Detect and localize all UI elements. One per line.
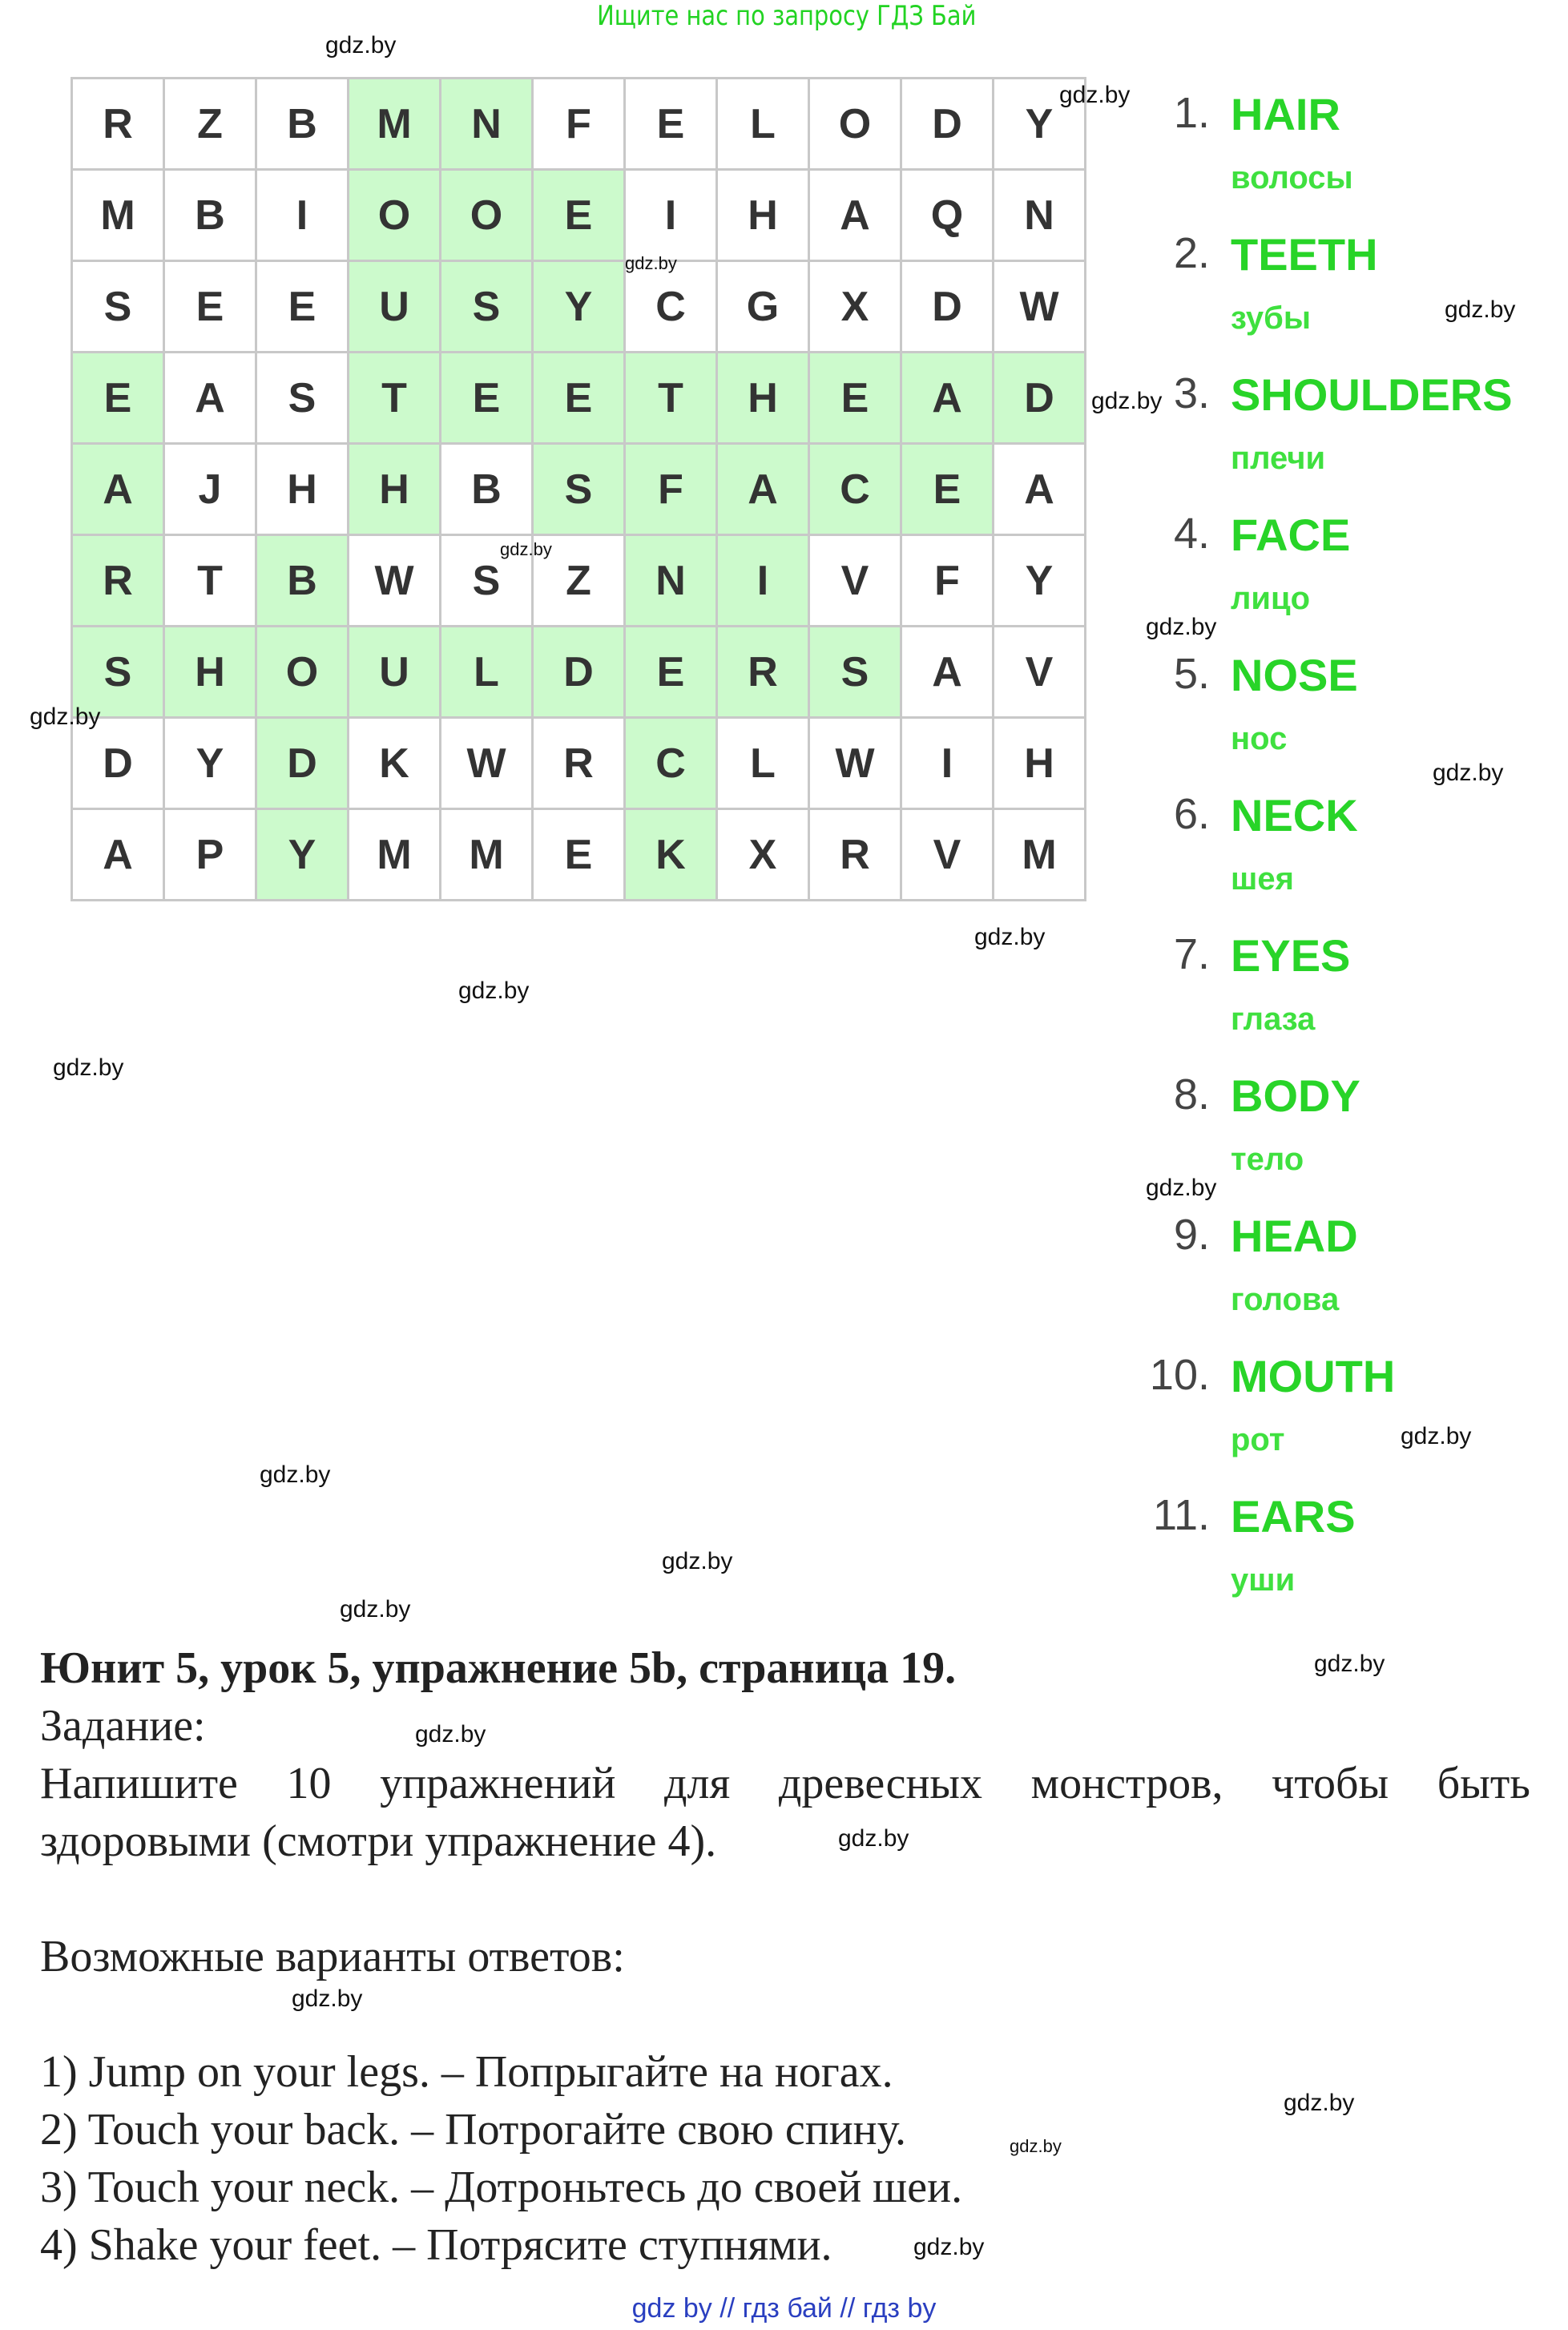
watermark-text: gdz.by <box>458 978 530 1004</box>
grid-cell: N <box>441 79 534 171</box>
grid-cell: J <box>165 445 257 536</box>
grid-cell: W <box>441 719 534 810</box>
grid-cell: T <box>349 353 441 445</box>
watermark-text: gdz.by <box>1146 614 1217 640</box>
grid-cell: Y <box>994 536 1086 627</box>
word-number: 3. <box>1173 369 1210 417</box>
grid-cell: C <box>626 262 718 353</box>
watermark-text: gdz.by <box>662 1548 733 1574</box>
grid-cell: W <box>994 262 1086 353</box>
grid-cell: K <box>626 810 718 901</box>
watermark-text: gdz.by <box>340 1596 411 1623</box>
word-english: TEETH <box>1231 229 1378 280</box>
grid-cell: K <box>349 719 441 810</box>
grid-cell: S <box>441 536 534 627</box>
grid-cell: L <box>718 79 810 171</box>
word-number: 8. <box>1173 1070 1210 1119</box>
answer-4: 4) Shake your feet. – Потрясите ступнями. <box>40 2220 832 2270</box>
task-word: древесных <box>778 1759 983 1808</box>
grid-cell: R <box>810 810 902 901</box>
word-number: 4. <box>1173 510 1210 558</box>
answer-1: 1) Jump on your legs. – Попрыгайте на ногах. <box>40 2047 893 2097</box>
grid-cell: R <box>718 627 810 719</box>
grid-cell: V <box>810 536 902 627</box>
grid-cell: E <box>626 79 718 171</box>
grid-cell: U <box>349 262 441 353</box>
word-english: FACE <box>1231 510 1351 560</box>
watermark-text: gdz.by <box>1010 2136 1062 2156</box>
word-number: 2. <box>1173 229 1210 277</box>
word-translation: лицо <box>1231 581 1311 616</box>
grid-cell: D <box>534 627 626 719</box>
word-translation: волосы <box>1231 160 1353 196</box>
grid-cell: X <box>718 810 810 901</box>
grid-cell: S <box>257 353 349 445</box>
grid-cell: D <box>257 719 349 810</box>
word-english: HAIR <box>1231 89 1340 139</box>
word-translation: голова <box>1231 1282 1340 1317</box>
watermark-text: gdz.by <box>53 1054 124 1081</box>
footer-links[interactable]: gdz by // гдз бай // гдз by <box>631 2293 937 2324</box>
answer-3: 3) Touch your neck. – Дотроньтесь до своей шеи. <box>40 2163 963 2212</box>
grid-cell: W <box>349 536 441 627</box>
word-english: SHOULDERS <box>1231 369 1513 420</box>
grid-cell: E <box>810 353 902 445</box>
watermark-text: gdz.by <box>1433 760 1504 786</box>
task-word: для <box>664 1759 731 1808</box>
grid-cell: B <box>257 536 349 627</box>
grid-cell: O <box>810 79 902 171</box>
watermark-text: gdz.by <box>1284 2090 1355 2116</box>
word-translation: тело <box>1231 1142 1304 1177</box>
word-english: MOUTH <box>1231 1351 1396 1401</box>
grid-cell: A <box>810 171 902 262</box>
task-line-2: здоровыми (смотри упражнение 4). <box>40 1816 717 1866</box>
watermark-text: gdz.by <box>838 1825 909 1852</box>
word-search-grid <box>71 77 1086 901</box>
grid-cell: E <box>902 445 994 536</box>
grid-cell: O <box>349 171 441 262</box>
task-word: монстров, <box>1030 1759 1223 1808</box>
grid-cell: G <box>718 262 810 353</box>
grid-cell: M <box>441 810 534 901</box>
word-english: NOSE <box>1231 650 1358 700</box>
word-translation: рот <box>1231 1422 1285 1457</box>
watermark-text: gdz.by <box>1091 388 1163 414</box>
watermark-text: gdz.by <box>1445 296 1516 323</box>
grid-cell: H <box>257 445 349 536</box>
grid-cell: E <box>534 810 626 901</box>
grid-cell: I <box>257 171 349 262</box>
grid-cell: A <box>902 353 994 445</box>
grid-cell: Y <box>257 810 349 901</box>
grid-cell: L <box>718 719 810 810</box>
grid-cell: A <box>73 445 165 536</box>
grid-cell: C <box>626 719 718 810</box>
exercise-heading: Юнит 5, урок 5, упражнение 5b, страница 19. <box>40 1643 957 1693</box>
watermark-text: gdz.by <box>292 1985 363 2012</box>
grid-cell: M <box>73 171 165 262</box>
grid-cell: I <box>718 536 810 627</box>
grid-cell: F <box>534 79 626 171</box>
word-translation: уши <box>1231 1562 1296 1598</box>
grid-cell: O <box>257 627 349 719</box>
watermark-text: gdz.by <box>500 539 552 559</box>
grid-cell: N <box>626 536 718 627</box>
grid-cell: Z <box>534 536 626 627</box>
grid-cell: F <box>626 445 718 536</box>
watermark-text: gdz.by <box>1314 1651 1385 1677</box>
grid-cell: R <box>73 79 165 171</box>
grid-cell: M <box>994 810 1086 901</box>
grid-cell: S <box>810 627 902 719</box>
task-word: 10 <box>286 1759 332 1808</box>
grid-cell: V <box>902 810 994 901</box>
grid-cell: H <box>165 627 257 719</box>
grid-cell: T <box>165 536 257 627</box>
grid-cell: E <box>73 353 165 445</box>
grid-cell: A <box>902 627 994 719</box>
grid-cell: S <box>534 445 626 536</box>
answers-label: Возможные варианты ответов: <box>40 1932 625 1981</box>
grid-cell: R <box>534 719 626 810</box>
grid-cell: H <box>718 353 810 445</box>
grid-cell: F <box>902 536 994 627</box>
grid-cell: E <box>626 627 718 719</box>
grid-cell: D <box>994 353 1086 445</box>
task-word: быть <box>1437 1759 1530 1808</box>
grid-cell: A <box>165 353 257 445</box>
grid-cell: D <box>73 719 165 810</box>
grid-cell: B <box>257 79 349 171</box>
word-english: EYES <box>1231 930 1351 981</box>
watermark-text: gdz.by <box>1146 1175 1217 1201</box>
grid-cell: I <box>902 719 994 810</box>
word-english: BODY <box>1231 1070 1360 1121</box>
grid-cell: S <box>73 627 165 719</box>
task-label: Задание: <box>40 1701 206 1751</box>
grid-cell: A <box>994 445 1086 536</box>
grid-cell: S <box>73 262 165 353</box>
grid-cell: E <box>165 262 257 353</box>
grid-cell: Q <box>902 171 994 262</box>
watermark-text: gdz.by <box>260 1461 331 1488</box>
grid-cell: V <box>994 627 1086 719</box>
word-number: 7. <box>1173 930 1210 978</box>
grid-cell: E <box>441 353 534 445</box>
watermark-text: gdz.by <box>625 253 677 273</box>
grid-cell: C <box>810 445 902 536</box>
watermark-text: gdz.by <box>974 924 1046 950</box>
grid-cell: H <box>718 171 810 262</box>
word-number: 5. <box>1173 650 1210 698</box>
grid-cell: L <box>441 627 534 719</box>
grid-cell: W <box>810 719 902 810</box>
grid-cell: N <box>994 171 1086 262</box>
word-number: 6. <box>1173 790 1210 838</box>
grid-cell: E <box>534 171 626 262</box>
word-number: 9. <box>1173 1211 1210 1259</box>
word-translation: глаза <box>1231 1002 1316 1037</box>
word-english: HEAD <box>1231 1211 1358 1261</box>
grid-cell: A <box>718 445 810 536</box>
grid-cell: I <box>626 171 718 262</box>
grid-cell: M <box>349 810 441 901</box>
word-number: 11. <box>1152 1491 1210 1539</box>
grid-cell: H <box>994 719 1086 810</box>
word-english: EARS <box>1231 1491 1356 1542</box>
watermark-text: gdz.by <box>415 1721 486 1748</box>
task-word: чтобы <box>1272 1759 1389 1808</box>
word-translation: плечи <box>1231 441 1326 476</box>
grid-cell: Y <box>994 79 1086 171</box>
grid-cell: D <box>902 79 994 171</box>
watermark-text: gdz.by <box>325 32 397 58</box>
grid-cell: P <box>165 810 257 901</box>
word-english: NECK <box>1231 790 1358 840</box>
watermark-text: gdz.by <box>1059 82 1131 108</box>
grid-cell: R <box>73 536 165 627</box>
grid-cell: M <box>349 79 441 171</box>
grid-cell: T <box>626 353 718 445</box>
task-line-1 <box>40 1760 1530 1809</box>
grid-cell: S <box>441 262 534 353</box>
grid-cell: Y <box>534 262 626 353</box>
watermark-text: gdz.by <box>30 703 101 730</box>
answer-2: 2) Touch your back. – Потрогайте свою спину. <box>40 2105 907 2155</box>
grid-cell: X <box>810 262 902 353</box>
grid-cell: E <box>257 262 349 353</box>
grid-cell: D <box>902 262 994 353</box>
grid-cell: O <box>441 171 534 262</box>
word-translation: нос <box>1231 721 1288 756</box>
word-translation: зубы <box>1231 300 1311 336</box>
grid-cell: Y <box>165 719 257 810</box>
grid-cell: B <box>441 445 534 536</box>
grid-cell: Z <box>165 79 257 171</box>
word-number: 1. <box>1173 89 1210 137</box>
word-translation: шея <box>1231 861 1294 897</box>
grid-cell: B <box>165 171 257 262</box>
grid-cell: H <box>349 445 441 536</box>
task-word: упражнений <box>380 1759 616 1808</box>
watermark-text: gdz.by <box>1401 1423 1472 1449</box>
search-banner: Ищите нас по запросу ГДЗ Бай <box>597 0 977 32</box>
word-number: 10. <box>1149 1351 1210 1399</box>
task-word: Напишите <box>40 1759 238 1808</box>
grid-cell: U <box>349 627 441 719</box>
grid-cell: E <box>534 353 626 445</box>
grid-cell: A <box>73 810 165 901</box>
watermark-text: gdz.by <box>913 2234 985 2260</box>
